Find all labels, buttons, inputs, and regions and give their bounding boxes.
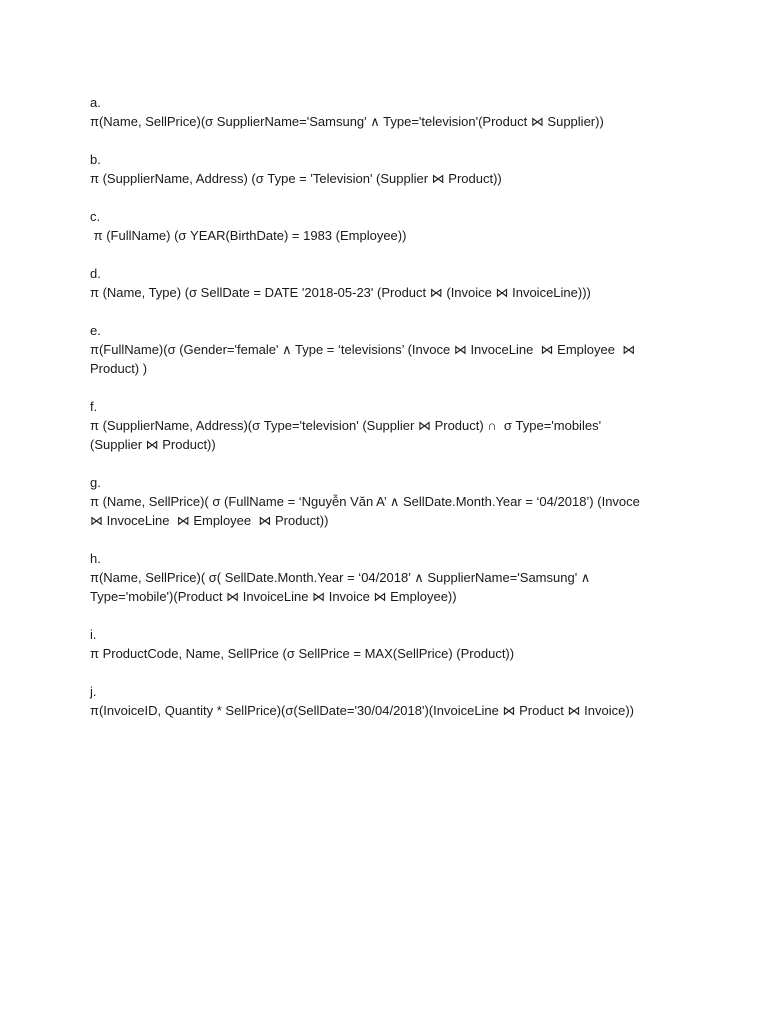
expression-line: Product) ) (90, 361, 148, 376)
item-label: e. (90, 323, 101, 338)
item-label: g. (90, 475, 101, 490)
expression-line: π (SupplierName, Address) (σ Type = 'Television' (Supplier ⋈ Product)) (90, 171, 502, 186)
answer-item (90, 397, 690, 454)
item-label: i. (90, 627, 97, 642)
expression-line: π(FullName)(σ (Gender='female' ∧ Type = ‘televisions’ (Invoce ⋈ InvoceLine ⋈ Employee ⋈ (90, 342, 636, 357)
answer-item (90, 682, 690, 720)
item-label: c. (90, 209, 101, 224)
expression-line: (Supplier ⋈ Product)) (90, 437, 216, 452)
expression-line: π(InvoiceID, Quantity * SellPrice)(σ(SellDate='30/04/2018')(InvoiceLine ⋈ Product ⋈ Invoice)) (90, 703, 634, 718)
answer-item (90, 473, 690, 530)
item-label: d. (90, 266, 101, 281)
answer-item (90, 625, 690, 663)
answer-item (90, 93, 690, 131)
item-label: b. (90, 152, 101, 167)
expression-line: π (Name, SellPrice)( σ (FullName = ‘Nguyễn Văn A’ ∧ SellDate.Month.Year = ‘04/2018’) (Invoce (90, 494, 640, 509)
answer-item (90, 264, 690, 302)
expression-line: π ProductCode, Name, SellPrice (σ SellPrice = MAX(SellPrice) (Product)) (90, 646, 515, 661)
item-label: h. (90, 551, 101, 566)
expression-line: π (Name, Type) (σ SellDate = DATE '2018-05-23' (Product ⋈ (Invoice ⋈ InvoiceLine))) (90, 285, 591, 300)
item-label: f. (90, 399, 98, 414)
document-body (90, 93, 690, 739)
expression-line: π(Name, SellPrice)( σ( SellDate.Month.Year = ‘04/2018’ ∧ SupplierName='Samsung' ∧ (90, 570, 591, 585)
expression-line: π (FullName) (σ YEAR(BirthDate) = 1983 (Employee)) (90, 228, 407, 243)
answer-item (90, 549, 690, 606)
expression-line: Type='mobile')(Product ⋈ InvoiceLine ⋈ Invoice ⋈ Employee)) (90, 589, 457, 604)
answer-item (90, 321, 690, 378)
answer-item (90, 207, 690, 245)
answer-item (90, 150, 690, 188)
expression-line: π(Name, SellPrice)(σ SupplierName='Samsung' ∧ Type='television'(Product ⋈ Supplier)) (90, 114, 604, 129)
expression-line: ⋈ InvoceLine ⋈ Employee ⋈ Product)) (90, 513, 329, 528)
item-label: a. (90, 95, 101, 110)
expression-line: π (SupplierName, Address)(σ Type='television' (Supplier ⋈ Product) ∩ σ Type='mobiles' (90, 418, 602, 433)
item-label: j. (90, 684, 97, 699)
